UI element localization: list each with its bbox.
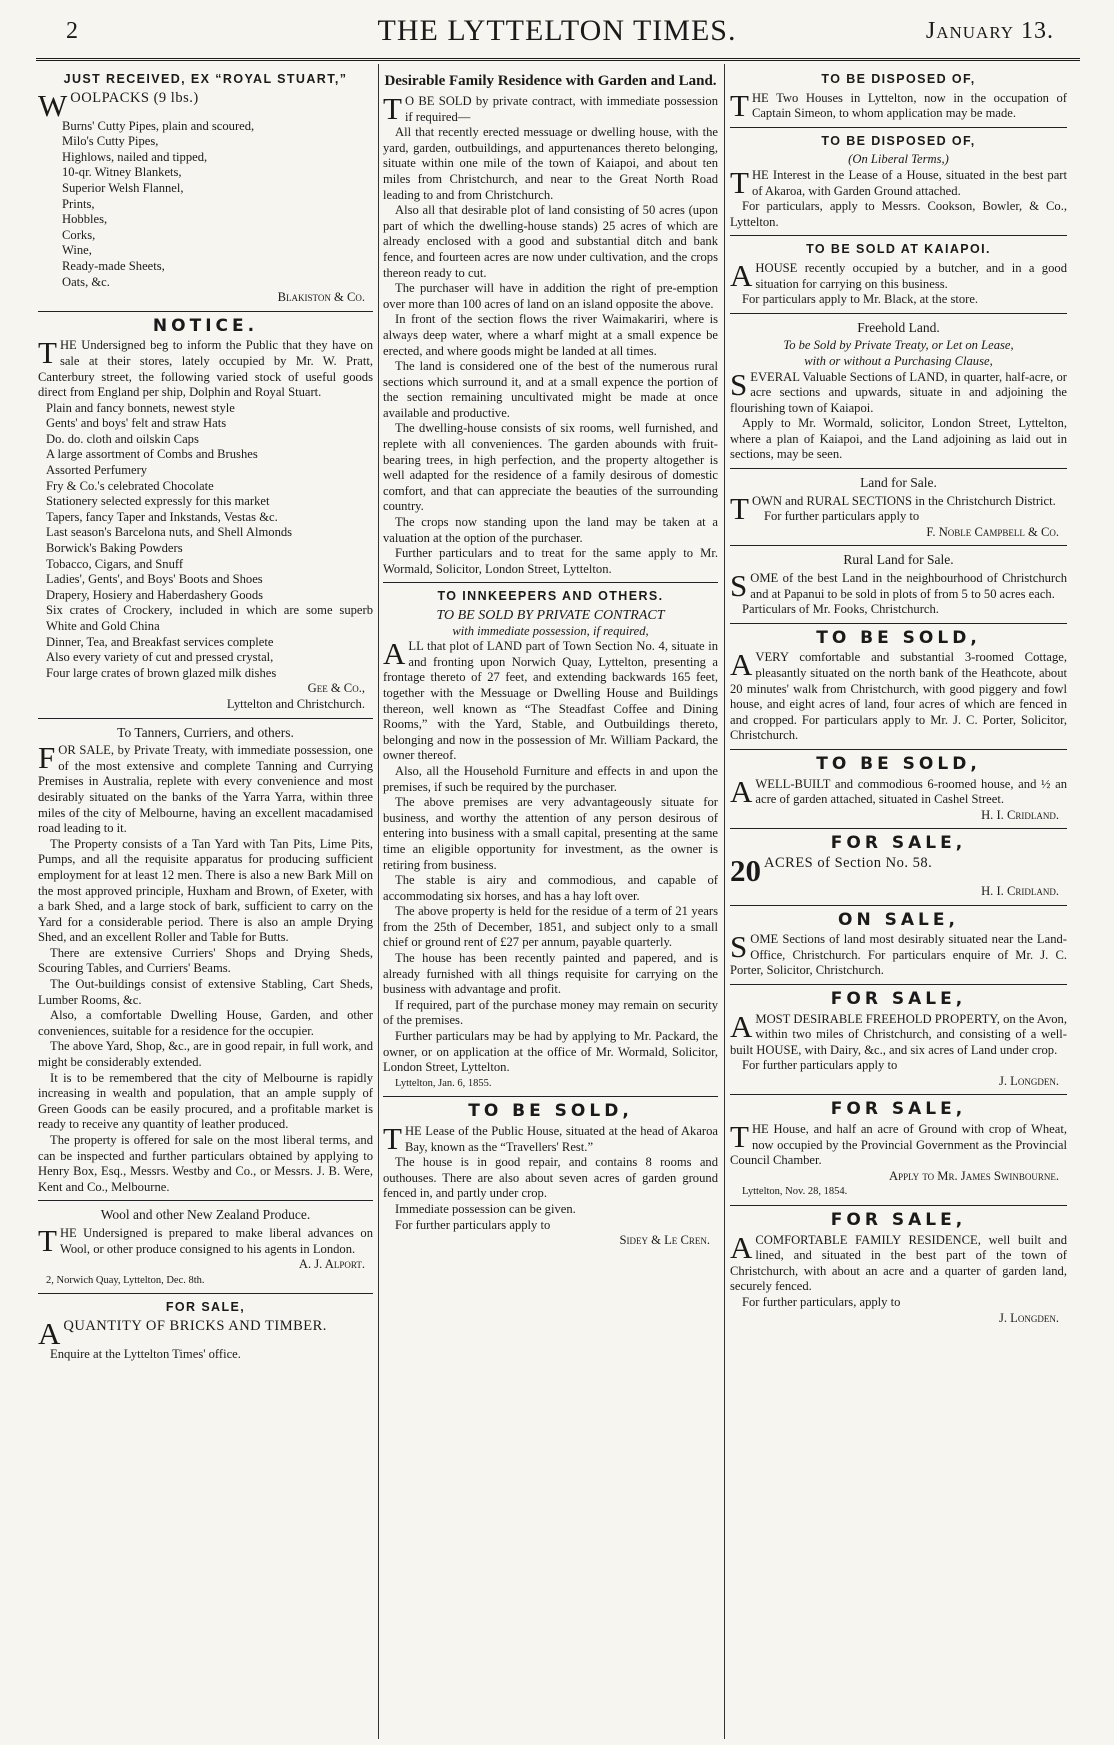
ad-paragraph: The above premises are very advantageously situate for business, and worthy the attention of any person desirous of entering into business with a small capital, presenting at the same time an eligible opportunity for investment, as the owner is retiring from business. xyxy=(383,795,718,872)
ad-paragraph: Further particulars may be had by applying to Mr. Packard, the owner, or on application at the office of Mr. Wormald, Solicitor, London Street, Lyttelton. xyxy=(383,1029,718,1075)
ad-paragraph: Immediate possession can be given. xyxy=(395,1201,576,1216)
ad-paragraph: The above Yard, Shop, &c., are in good repair, in full work, and might be considerably extended. xyxy=(38,1039,373,1070)
ad-subheading: with or without a Purchasing Clause, xyxy=(804,353,993,368)
drop-cap: T xyxy=(730,87,749,123)
advertiser-signature: J. Longden. xyxy=(998,1073,1059,1088)
newspaper-title: THE LYTTELTON TIMES. xyxy=(377,14,737,47)
list-item: Tobacco, Cigars, and Snuff xyxy=(46,556,184,571)
advertiser-signature: A. J. Alport. xyxy=(298,1257,365,1272)
drop-cap: T xyxy=(38,1222,57,1258)
drop-cap: A xyxy=(730,1229,753,1265)
ad-paragraph: The Out-buildings consist of extensive Stabling, Cart Sheds, Lumber Rooms, &c. xyxy=(38,977,373,1007)
list-item: Superior Welsh Flannel, xyxy=(62,180,184,195)
ad-heading: ON SALE, xyxy=(838,909,959,930)
ad-paragraph: For further particulars apply to xyxy=(742,1058,898,1073)
ad-paragraph: All that recently erected messuage or dwelling house, with the yard, garden, outbuildings, and appurtenances thereto belonging, situate within one mile of the town of Kaiapoi, and about ten miles from Christchurch, and near to the Great North Road leading to and from Christchurch. xyxy=(383,125,718,202)
ad-paragraph: In front of the section flows the river Waimakariri, where is always deep water, where a wharf might at a small expence be erected, and where goods might be landed at all times. xyxy=(383,312,718,358)
ad-paragraph: The above property is held for the residue of a term of 21 years from the 25th of December, 1851, and subject only to a small chief or ground rent of £27 per annum, payable quarterly. xyxy=(383,904,718,950)
list-item: Oats, &c. xyxy=(62,274,110,289)
ad-heading: TO INNKEEPERS AND OTHERS. xyxy=(437,589,664,604)
list-item: Highlows, nailed and tipped, xyxy=(62,149,208,164)
list-item: 10-qr. Witney Blankets, xyxy=(62,165,182,180)
ad-paragraph: For particulars apply to Mr. Black, at the store. xyxy=(742,292,979,307)
list-item: Borwick's Baking Powders xyxy=(46,541,183,556)
ad-heading: NOTICE. xyxy=(152,315,259,336)
ad-heading: FOR SALE, xyxy=(830,833,967,854)
ad-heading: TO BE SOLD, xyxy=(468,1101,633,1122)
ad-heading: JUST RECEIVED, EX “ROYAL STUART,” xyxy=(63,72,348,86)
ad-heading: FOR SALE, xyxy=(830,1210,967,1231)
advertisement-woolpacks xyxy=(38,66,373,312)
ad-dateline: 2, Norwich Quay, Lyttelton, Dec. 8th. xyxy=(46,1274,205,1286)
advertiser-signature: Blakiston & Co. xyxy=(277,290,365,305)
masthead xyxy=(0,0,1114,60)
ad-paragraph: For further particulars apply to xyxy=(763,509,920,524)
ad-heading: Wool and other New Zealand Produce. xyxy=(100,1207,311,1223)
advertisement-family-residence-christchurch xyxy=(730,1206,1067,1331)
drop-cap: W xyxy=(38,87,68,123)
ad-paragraph: HE Interest in the Lease of a House, situated in the best part of Akaroa, with Garden Ground attached. xyxy=(751,167,1067,198)
advertisement-akaroa-lease xyxy=(730,128,1067,237)
drop-cap: S xyxy=(730,568,748,604)
ad-paragraph: HE House, and half an acre of Ground with crop of Wheat, now occupied by the Provincial Government as the Provincial Council Chamber. xyxy=(730,1122,1067,1168)
advertiser-signature: Gee & Co., xyxy=(307,681,365,696)
ad-subheading: TO BE SOLD BY PRIVATE CONTRACT xyxy=(436,608,665,623)
ad-body: WELL-BUILT and commodious 6-roomed house, and ½ an acre of garden attached, situated in Cashel Street. xyxy=(755,776,1067,807)
ad-paragraph: The house has been recently painted and papered, and is already furnished with all things requisite for carrying on the business with advantage and profit. xyxy=(383,951,718,997)
advertisement-land-office-sections xyxy=(730,906,1067,985)
ad-body: ACRES of Section No. 58. xyxy=(764,854,933,871)
advertisement-rural-land xyxy=(730,546,1067,623)
item-list xyxy=(38,119,373,291)
ad-heading: TO BE SOLD, xyxy=(816,753,981,774)
list-item: Six crates of Crockery, included in which are some superb White and Gold China xyxy=(46,603,373,633)
ad-paragraph: O BE SOLD by private contract, with immediate possession if required— xyxy=(404,94,718,124)
list-item: Ladies', Gents', and Boys' Boots and Shoes xyxy=(46,572,263,587)
column-2 xyxy=(383,66,718,1254)
ad-paragraph: For particulars, apply to Messrs. Cookson, Bowler, & Co., Lyttelton. xyxy=(730,199,1067,229)
list-item: Dinner, Tea, and Breakfast services complete xyxy=(46,634,274,649)
list-item: Also every variety of cut and pressed crystal, xyxy=(46,650,274,665)
advertisement-tannery xyxy=(38,719,373,1202)
list-item: Four large crates of brown glazed milk dishes xyxy=(46,665,277,680)
ad-dateline: Lyttelton, Nov. 28, 1854. xyxy=(742,1186,848,1198)
advertisement-public-house xyxy=(383,1097,718,1253)
advertisement-kaiapoi-house xyxy=(730,236,1067,313)
drop-cap: T xyxy=(38,335,57,371)
ad-paragraph: MOST DESIRABLE FREEHOLD PROPERTY, on the Avon, within two miles of Christchurch, and consisting of a well-built HOUSE, with Dairy, &c., and six acres of Land under crop. xyxy=(730,1011,1067,1057)
list-item: Burns' Cutty Pipes, plain and scoured, xyxy=(62,118,255,133)
advertiser-signature: H. I. Cridland. xyxy=(981,807,1059,822)
advertiser-location: Lyttelton and Christchurch. xyxy=(226,696,365,711)
advertisement-council-chamber xyxy=(730,1095,1067,1206)
ad-paragraph: The land is considered one of the best of the numerous rural sections which surround it, and at a small expence the portion of the section remaining uncultivated might be made at once available and productive. xyxy=(383,359,718,420)
ad-heading: FOR SALE, xyxy=(165,1300,246,1315)
advertisement-two-houses xyxy=(730,66,1067,128)
advertiser-signature: H. I. Cridland. xyxy=(981,883,1059,898)
ad-paragraph: There are extensive Curriers' Shops and Drying Sheds, Scouring Tables, and Curriers' Beams. xyxy=(38,945,373,976)
advertiser-signature: Apply to Mr. James Swinbourne. xyxy=(888,1168,1059,1183)
ad-paragraph: OR SALE, by Private Treaty, with immediate possession, one of the most extensive and complete Tanning and Currying Premises in Australia, replete with every convenience and most desirably situated on the banks of the Yarra Yarra, within three miles of the city of Melbourne, having an excellent macadamised road leading to it. xyxy=(38,743,373,836)
ad-body: OME Sections of land most desirably situated near the Land-Office, Christchurch. For particulars enquire of Mr. J. C. Porter, Solicitor, Christchurch. xyxy=(730,932,1067,978)
ad-heading: TO BE SOLD AT KAIAPOI. xyxy=(806,242,991,257)
ad-paragraph: The Property consists of a Tan Yard with Tan Pits, Lime Pits, Pumps, and all the requisite apparatus for producing sufficient employment for at least 12 men. There is also a new Bark Mill on the most approved principle, Huxham and Brown, of Exeter, with a bark Shed, and a large stock of bark, sufficient to carry on the Yard for a considerable period. There is also an ample Drying Shed, and an excellent Roller and Table for Butts. xyxy=(38,836,373,945)
ad-paragraph: HE Lease of the Public House, situated at the head of Akaroa Bay, known as the “Travellers' Rest.” xyxy=(404,1124,718,1154)
ad-paragraph: OWN and RURAL SECTIONS in the Christchurch District. xyxy=(751,493,1056,508)
ad-paragraph: The crops now standing upon the land may be taken at a valuation at the option of the purchaser. xyxy=(383,515,718,545)
column-1 xyxy=(38,66,373,1368)
drop-cap: A xyxy=(730,647,753,683)
list-item: Stationery selected expressly for this market xyxy=(46,494,270,509)
ad-paragraph: HOUSE recently occupied by a butcher, and in a good situation for carrying on this business. xyxy=(755,260,1067,291)
advertisement-twenty-acres xyxy=(730,829,1067,905)
list-item: A large assortment of Combs and Brushes xyxy=(46,447,258,462)
ad-paragraph: It is to be remembered that the city of Melbourne is rapidly increasing in wealth and population, that an ample supply of Green Goods can be easily procured, and a profitable market is ready to receive any quantity of leather produced. xyxy=(38,1070,373,1132)
drop-cap: A xyxy=(383,636,406,672)
drop-cap: T xyxy=(730,164,749,200)
advertiser-signature: Sidey & Le Cren. xyxy=(619,1233,710,1248)
list-item: Corks, xyxy=(62,227,96,242)
ad-lead: OOLPACKS (9 lbs.) xyxy=(70,89,199,106)
list-item: Fry & Co.'s celebrated Chocolate xyxy=(46,478,214,493)
ad-paragraph: The purchaser will have in addition the right of pre-emption over more than 100 acres of land on an island opposite the above. xyxy=(383,281,718,311)
ad-heading: TO BE DISPOSED OF, xyxy=(821,133,976,148)
list-item: Plain and fancy bonnets, newest style xyxy=(46,400,235,415)
ad-heading: Freehold Land. xyxy=(857,319,940,335)
advertisement-land-for-sale xyxy=(730,469,1067,546)
list-item: Milo's Cutty Pipes, xyxy=(62,134,159,149)
ad-body: HE Undersigned is prepared to make liberal advances on Wool, or other produce consigned to his agents in London. xyxy=(59,1225,373,1256)
ad-paragraph: Also all that desirable plot of land consisting of 50 acres (upon part of which the dwelling-house stands) 25 acres of which are already enclosed with a good and substantial ditch and bank fence, and fourteen acres are now under cultivation, and the crops thereon ready to cut. xyxy=(383,203,718,280)
list-item: Do. do. cloth and oilskin Caps xyxy=(46,431,199,446)
page-number: 2 xyxy=(66,18,78,44)
advertisement-avon-property xyxy=(730,985,1067,1096)
column-divider xyxy=(724,64,725,1739)
drop-cap: T xyxy=(383,1121,402,1156)
drop-cap: S xyxy=(730,366,748,402)
drop-cap: F xyxy=(38,740,56,776)
item-list xyxy=(38,401,373,682)
list-item: Gents' and boys' felt and straw Hats xyxy=(46,416,227,431)
ad-paragraph: Further particulars and to treat for the same apply to Mr. Wormald, Solicitor, London Street, Lyttelton. xyxy=(383,546,718,576)
ad-paragraph: The property is offered for sale on the most liberal terms, and can be inspected and further particulars obtained by applying to Henry Box, Esq., Messrs. Westby and Co., or Messrs. J. B. Were, Kent and Co., Melbourne. xyxy=(38,1133,373,1194)
drop-cap: A xyxy=(730,773,753,809)
drop-cap: T xyxy=(730,1119,749,1155)
advertisement-family-residence xyxy=(383,66,718,583)
ad-paragraph: The dwelling-house consists of six rooms, well furnished, and replete with all conveniences. The garden abounds with fruit-bearing trees, in high perfection, and the property altogether is well adapted for the residence of a family desirous of domestic comfort, and that can appreciate the beauties of the surrounding country. xyxy=(383,421,718,514)
ad-paragraph: For further particulars apply to xyxy=(395,1217,551,1232)
ad-subheading: To be Sold by Private Treaty, or Let on Lease, xyxy=(783,338,1014,353)
drop-cap: A xyxy=(730,1008,753,1044)
list-item: Ready-made Sheets, xyxy=(62,258,165,273)
drop-cap: T xyxy=(383,91,402,126)
ad-body: Enquire at the Lyttelton Times' office. xyxy=(50,1346,241,1361)
drop-cap: T xyxy=(730,490,749,526)
advertisement-innkeepers xyxy=(383,583,718,1097)
ad-heading: To Tanners, Curriers, and others. xyxy=(117,724,294,740)
ad-subheading: (On Liberal Terms,) xyxy=(848,152,949,167)
ad-body: HE Two Houses in Lyttelton, now in the occupation of Captain Simeon, to whom application may be made. xyxy=(751,90,1067,121)
ad-heading: TO BE SOLD, xyxy=(816,627,981,648)
ad-paragraph: COMFORTABLE FAMILY RESIDENCE, well built and lined, and situated in the best part of the town of Christchurch, with about an acre and a quarter of garden land, securely fenced. xyxy=(730,1232,1067,1294)
ad-heading: FOR SALE, xyxy=(830,988,967,1009)
list-item: Prints, xyxy=(62,196,95,211)
advertisement-bricks xyxy=(38,1294,373,1367)
ad-paragraph: For further particulars, apply to xyxy=(742,1295,901,1309)
ad-heading: FOR SALE, xyxy=(830,1099,967,1120)
ad-dateline: Lyttelton, Jan. 6, 1855. xyxy=(395,1077,492,1089)
drop-cap: 20 xyxy=(730,852,761,888)
advertiser-signature: J. Longden. xyxy=(998,1310,1059,1325)
ad-paragraph: The house is in good repair, and contains 8 rooms and outhouses. There are also about seven acres of garden ground fenced in, and partly under crop. xyxy=(383,1155,718,1201)
ad-heading: Land for Sale. xyxy=(860,475,937,491)
ad-paragraph: Also, a comfortable Dwelling House, Garden, and other conveniences, suitable for a residence for the occupier. xyxy=(38,1008,373,1038)
ad-body: VERY comfortable and substantial 3-roomed Cottage, pleasantly situated on the north bank of the Heathcote, about 20 minutes' walk from Christchurch, with good piggery and fowl house, and eight acres of land, four acres of which are fenced in and cropped. For particulars apply to Mr. J. C. Porter, Solicitor, Christchurch. xyxy=(730,650,1067,743)
ad-heading: Rural Land for Sale. xyxy=(843,552,954,568)
ad-paragraph: If required, part of the purchase money may remain on security of the premises. xyxy=(383,997,718,1028)
column-3 xyxy=(730,66,1067,1331)
list-item: Last season's Barcelona nuts, and Shell Almonds xyxy=(46,525,293,540)
list-item: Assorted Perfumery xyxy=(46,463,148,478)
drop-cap: A xyxy=(38,1315,61,1351)
ad-heading: Desirable Family Residence with Garden and Land. xyxy=(384,73,717,89)
list-item: Tapers, fancy Taper and Inkstands, Vestas &c. xyxy=(46,509,278,524)
advertisement-cashel-house xyxy=(730,750,1067,829)
advertiser-signature: F. Noble Campbell & Co. xyxy=(926,524,1059,539)
list-item: Drapery, Hosiery and Haberdashery Goods xyxy=(46,587,264,602)
ad-paragraph: Also, all the Household Furniture and effects in and upon the premises, if such be required by the purchaser. xyxy=(383,763,718,794)
advertisement-notice xyxy=(38,312,373,719)
ad-heading: TO BE DISPOSED OF, xyxy=(821,72,976,86)
issue-date: January 13. xyxy=(925,18,1054,44)
ad-paragraph: Apply to Mr. Wormald, solicitor, London Street, Lyttelton, where a plan of Kaiapoi, and the Land adjoining as laid out in sections, may be seen. xyxy=(730,416,1067,462)
list-item: Hobbles, xyxy=(62,212,108,227)
advertisement-cottage xyxy=(730,624,1067,750)
drop-cap: S xyxy=(730,929,748,965)
ad-paragraph: LL that plot of LAND part of Town Section No. 4, situate in and fronting upon Norwich Quay, Lyttelton, presenting a frontage thereto of 27 feet, and extending backwards 165 feet, together with the Messuage or Dwelling House and Buildings thereon, well known as “The Steadfast Coffee and Dining Rooms,” with the Yard, Stable, and Outbuildings thereto, belonging and now in the possession of Mr. William Packard, the owner thereof. xyxy=(383,639,718,763)
drop-cap: A xyxy=(730,257,753,293)
ad-lead: QUANTITY OF BRICKS AND TIMBER. xyxy=(63,1317,327,1334)
list-item: Wine, xyxy=(62,243,92,258)
ad-paragraph: EVERAL Valuable Sections of LAND, in quarter, half-acre, or acre sections and upwards, situate in and adjoining the flourishing town of Kaiapoi. xyxy=(730,369,1067,415)
ad-paragraph: OME of the best Land in the neighbourhood of Christchurch and at Papanui to be sold in plots of from 5 to 50 acres each. xyxy=(750,571,1067,601)
ad-body: HE Undersigned beg to inform the Public that they have on sale at their stores, lately occupied by Mr. W. Pratt, Canterbury street, the following varied stock of useful goods direct from England per ship, Dolphin and Royal Stuart. xyxy=(38,338,373,400)
advertisement-wool-produce xyxy=(38,1201,373,1294)
advertisement-freehold-land xyxy=(730,314,1067,469)
ad-paragraph: Particulars of Mr. Fooks, Christchurch. xyxy=(742,602,939,617)
column-divider xyxy=(378,64,379,1739)
ad-subheading: with immediate possession, if required, xyxy=(452,623,649,638)
masthead-rule xyxy=(36,58,1080,61)
ad-paragraph: The stable is airy and commodious, and capable of accommodating six horses, and has a hay loft over. xyxy=(383,873,718,903)
